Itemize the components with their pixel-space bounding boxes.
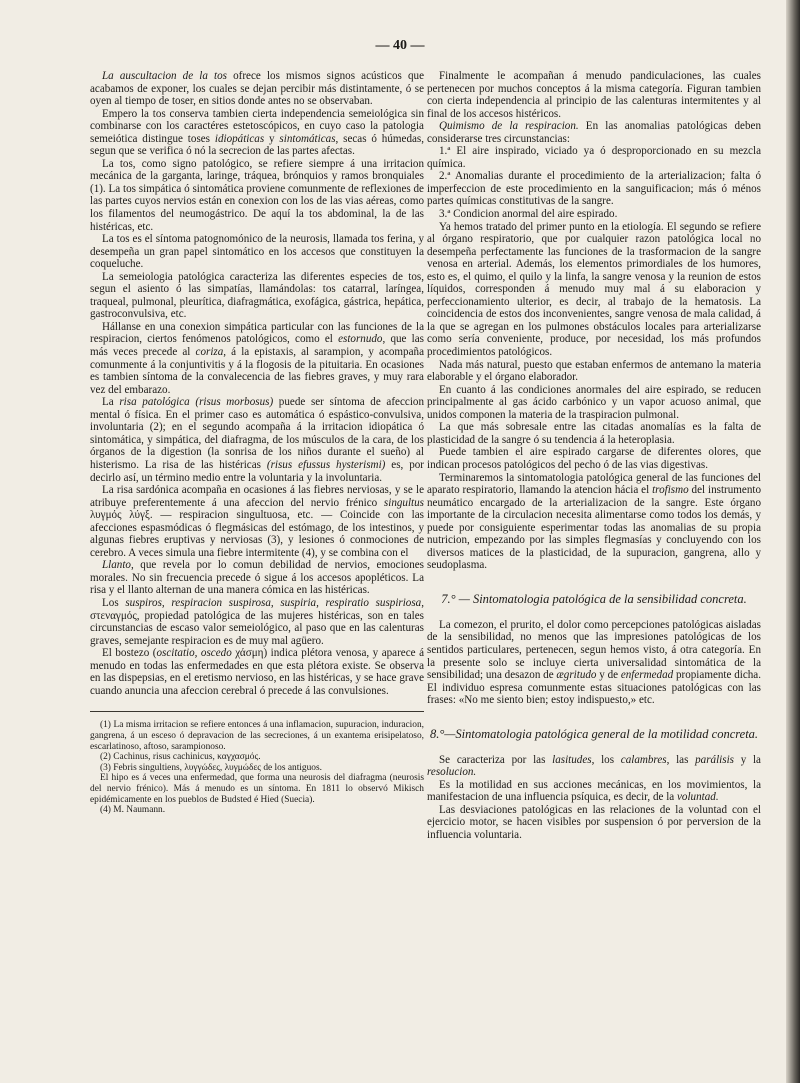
paragraph: Quimismo de la respiracion. En las anomalias patológicas deben considerarse tres circunstancias:: [427, 120, 761, 145]
paragraph: Los suspiros, respiracion suspirosa, suspiria, respiratio suspiriosa, στεναγμός, propiedad patológica de las mujeres histéricas, son en tales circunstancias de escaso valor semeiológico, al paso que en las calenturas graves, semejante respiracion es de muy mal agüero.: [90, 596, 424, 647]
right-column: [427, 70, 761, 842]
paragraph: La que más sobresale entre las citadas anomalías es la falta de plasticidad de la sangre ó su tendencia á la heteroplasia.: [427, 421, 761, 446]
paragraph: Ya hemos tratado del primer punto en la etiología. El segundo se refiere al órgano respiratorio, que por cualquier razon patológica local no desempeña perfectamente las funciones de la trasformacion de la sangre venosa en arterial. Además, los elementos primordiales de los humores, esto es, el quimo, el quilo y la linfa, la sangre venosa y la reunion de estos líquidos, corresponden á menudo muy mal á su elaboracion y perfeccionamiento ulterior, es decir, al trabajo de la hematosis. La coincidencia de estos dos inconvenientes, sangre venosa de mala calidad, á la que se agregan en los pulmones obstáculos locales para arterializarse como sería conveniente, produce, por necesidad, los más profundos procedimientos patológicos.: [427, 220, 761, 359]
page-number: — 40 —: [375, 38, 425, 53]
section-heading-8: 8.°—Sintomatologia patológica general de la motilidad concreta.: [429, 726, 759, 741]
footnote: (3) Febris singultiens, λυγγώδες, λυγμώδες de los antiguos.: [100, 762, 322, 773]
paragraph: Hállanse en una conexion simpática particular con las funciones de la respiracion, ciertos fenómenos patológicos, como el estornudo, que las más veces precede al coriza, á la epistaxis, al sarampion, y acompaña comunmente á la conjuntivitis y á la flogosis de la pituitaria. En ocasiones es tambien síntoma de la convalecencia de las fiebres graves, y muy rara vez del embarazo.: [90, 320, 424, 396]
paragraph: La comezon, el prurito, el dolor como percepciones patológicas aisladas de la sensibilidad, no menos que las impresiones patológicas de los sentidos particulares, pertenecen, segun hemos visto, á otra categoría. En la presente solo se incluye cierta universalidad sintomática de la sensibilidad; una desazon de ægritudo y de enfermedad propiamente dicha. El individuo espresa comunmente estas situaciones patológicas con las frases: «No me siento bien; estoy indispuesto,» etc.: [427, 618, 761, 707]
paragraph: La risa patológica (risus morbosus) puede ser síntoma de afeccion mental ó física. En el primer caso es automática ó espástico-convulsiva, involuntaria (2); en el segundo acompaña á la irritacion idiopática ó sintomática, y simpática, del diafragma, de los músculos de la cara, de los órganos de la digestion (la sonrisa de los niños durante el sueño) al histerismo. La risa de las histéricas (risus efussus hysterismi) es, por decirlo así, un término medio entre la voluntaria y la involuntaria.: [90, 396, 424, 484]
paragraph: Puede tambien el aire espirado cargarse de diferentes olores, que indican procesos patológicos del pecho ó de las vias digestivas.: [427, 446, 761, 471]
paragraph: 3.ª Condicion anormal del aire espirado.: [439, 208, 618, 221]
paragraph: Finalmente le acompañan á menudo pandiculaciones, las cuales pertenecen por muchos conceptos á la misma categoría. Figuran tambien con cierta independencia al principio de las calenturas intermitentes y al final de los accesos histéricos.: [427, 70, 761, 120]
paragraph: 1.ª El aire inspirado, viciado ya ó desproporcionado en su mezcla química.: [427, 145, 761, 170]
paragraph: En cuanto á las condiciones anormales del aire espirado, se reducen principalmente al gas ácido carbónico y un vapor acuoso animal, que unidos componen la materia de la traspiracion pulmonal.: [427, 383, 761, 421]
paragraph: Las desviaciones patológicas en las relaciones de la voluntad con el ejercicio motor, se hacen visibles por suspension ó por perversion de la influencia voluntaria.: [427, 803, 761, 841]
paragraph: Nada más natural, puesto que estaban enfermos de antemano la materia elaborable y el órgano elaborador.: [427, 358, 761, 384]
footnotes: [90, 720, 424, 815]
footnote-divider: [90, 711, 424, 712]
page-binding-edge: [786, 0, 800, 1083]
paragraph: La semeiologia patológica caracteriza las diferentes especies de tos, segun el asiento ó las simpatías, llamándolas: tos catarral, laríngea, traqueal, pulmonal, pleurítica, diafragmática, exofágica, gástrica, hepática, gastroconvulsiva, etc.: [90, 270, 424, 321]
paragraph: El bostezo (oscitatio, oscedo χάσμη) indica plétora venosa, y aparece á menudo en todas las enfermedades en que esta plétora existe. Se observa en las dispepsias, en el eretismo nervioso, en las histéricas, y se hace grave cuando anuncia una afeccion cerebral ó precede á las convulsiones.: [90, 647, 424, 697]
paragraph: Se caracteriza por las lasitudes, los calambres, las parálisis y la resolucion.: [427, 753, 761, 779]
paragraph: La tos es el síntoma patognomónico de la neurosis, llamada tos ferina, y desempeña un gran papel sintomático en los accesos que constituyen la coqueluche.: [90, 233, 424, 271]
footnote: El hipo es á veces una enfermedad, que forma una neurosis del diafragma (neurosis del nervio frénico). Más á menudo es un síntoma. En 1811 lo observó Mikisch epidémicamente en los pueblos de Budsted é Hied (Suecia).: [90, 773, 424, 805]
paragraph: La auscultacion de la tos ofrece los mismos signos acústicos que acabamos de exponer, los cuales se dejan percibir más distintamente, ó se oyen al tiempo de toser, en sitios donde antes no se observaban.: [90, 70, 424, 108]
paragraph: Es la motilidad en sus acciones mecánicas, en los movimientos, la manifestacion de una influencia psíquica, es decir, de la voluntad.: [427, 778, 761, 804]
left-column: [90, 70, 424, 816]
footnote: (4) M. Naumann.: [100, 805, 166, 816]
paragraph: 2.ª Anomalias durante el procedimiento de la arterializacion; falta ó imperfeccion de este procedimiento en la sanguificacion; más ó ménos partes químicas constitutivas de la sangre.: [427, 170, 761, 208]
paragraph: La risa sardónica acompaña en ocasiones á las fiebres nerviosas, y se le atribuye preferentemente á una afeccion del nervio frénico singultus λυγμός λύγξ. — respiracion singultuosa, etc. — Coincide con las afecciones espasmódicas ó flegmásicas del estómago, de los intestinos, y algunas fiebres eruptivas y nerviosas (3), y lesiones ó conmociones de cerebro. A veces simula una fiebre intermitente (4), y se combina con el: [90, 484, 425, 559]
footnote: (1) La misma irritacion se refiere entonces á una inflamacion, supuracion, induracion, gangrena, á un esceso ó depravacion de las secreciones, á un exantema erisipelatoso, escarlatinoso, aftoso, sarampionoso.: [90, 720, 424, 752]
paragraph: La tos, como signo patológico, se refiere siempre á una irritacion mecánica de la garganta, laringe, tráquea, brónquios y ramos bronquiales (1). La tos simpática ó sintomática proviene comunmente de reflexiones de las partes cuyos nervios están en conexion con los de las vias aéreas, como los filamentos del neumogástrico. De aquí la tos abdominal, la de las histéricas, etc.: [90, 157, 424, 233]
paragraph: Terminaremos la sintomatologia patológica general de las funciones del aparato respiratorio, llamando la atencion hácia el trofismo del instrumento neumático encargado de la arterializacion de la sangre. Este órgano importante de la circulacion necesita alimentarse como todos los demás, y puede por consiguiente esperimentar todas las anomalias de su propia nutricion, empezando por las simples flegmasías y concluyendo con los diversos matices de la plasticidad, de la supuracion, gangrena, allo y seudoplasma.: [427, 471, 761, 572]
section-heading-7: 7.° — Sintomatologia patológica de la sensibilidad concreta.: [441, 591, 747, 606]
paragraph: Empero la tos conserva tambien cierta independencia semeiológica sin combinarse con los caractéres estetoscópicos, en cuyo caso la patologia semeiótica distingue toses idiopáticas y sintomáticas, secas ó húmedas, segun que se verifica ó nó la secrecion de las partes afectas.: [90, 107, 424, 158]
footnote: (2) Cachinus, risus cachinicus, καγχασμός.: [100, 752, 261, 763]
paragraph: Llanto, que revela por lo comun debilidad de nervios, emociones morales. No sin frecuencia precede ó sigue á los accesos apopléticos. La risa y el llanto alternan de una manera cómica en las histéricas.: [90, 559, 424, 597]
